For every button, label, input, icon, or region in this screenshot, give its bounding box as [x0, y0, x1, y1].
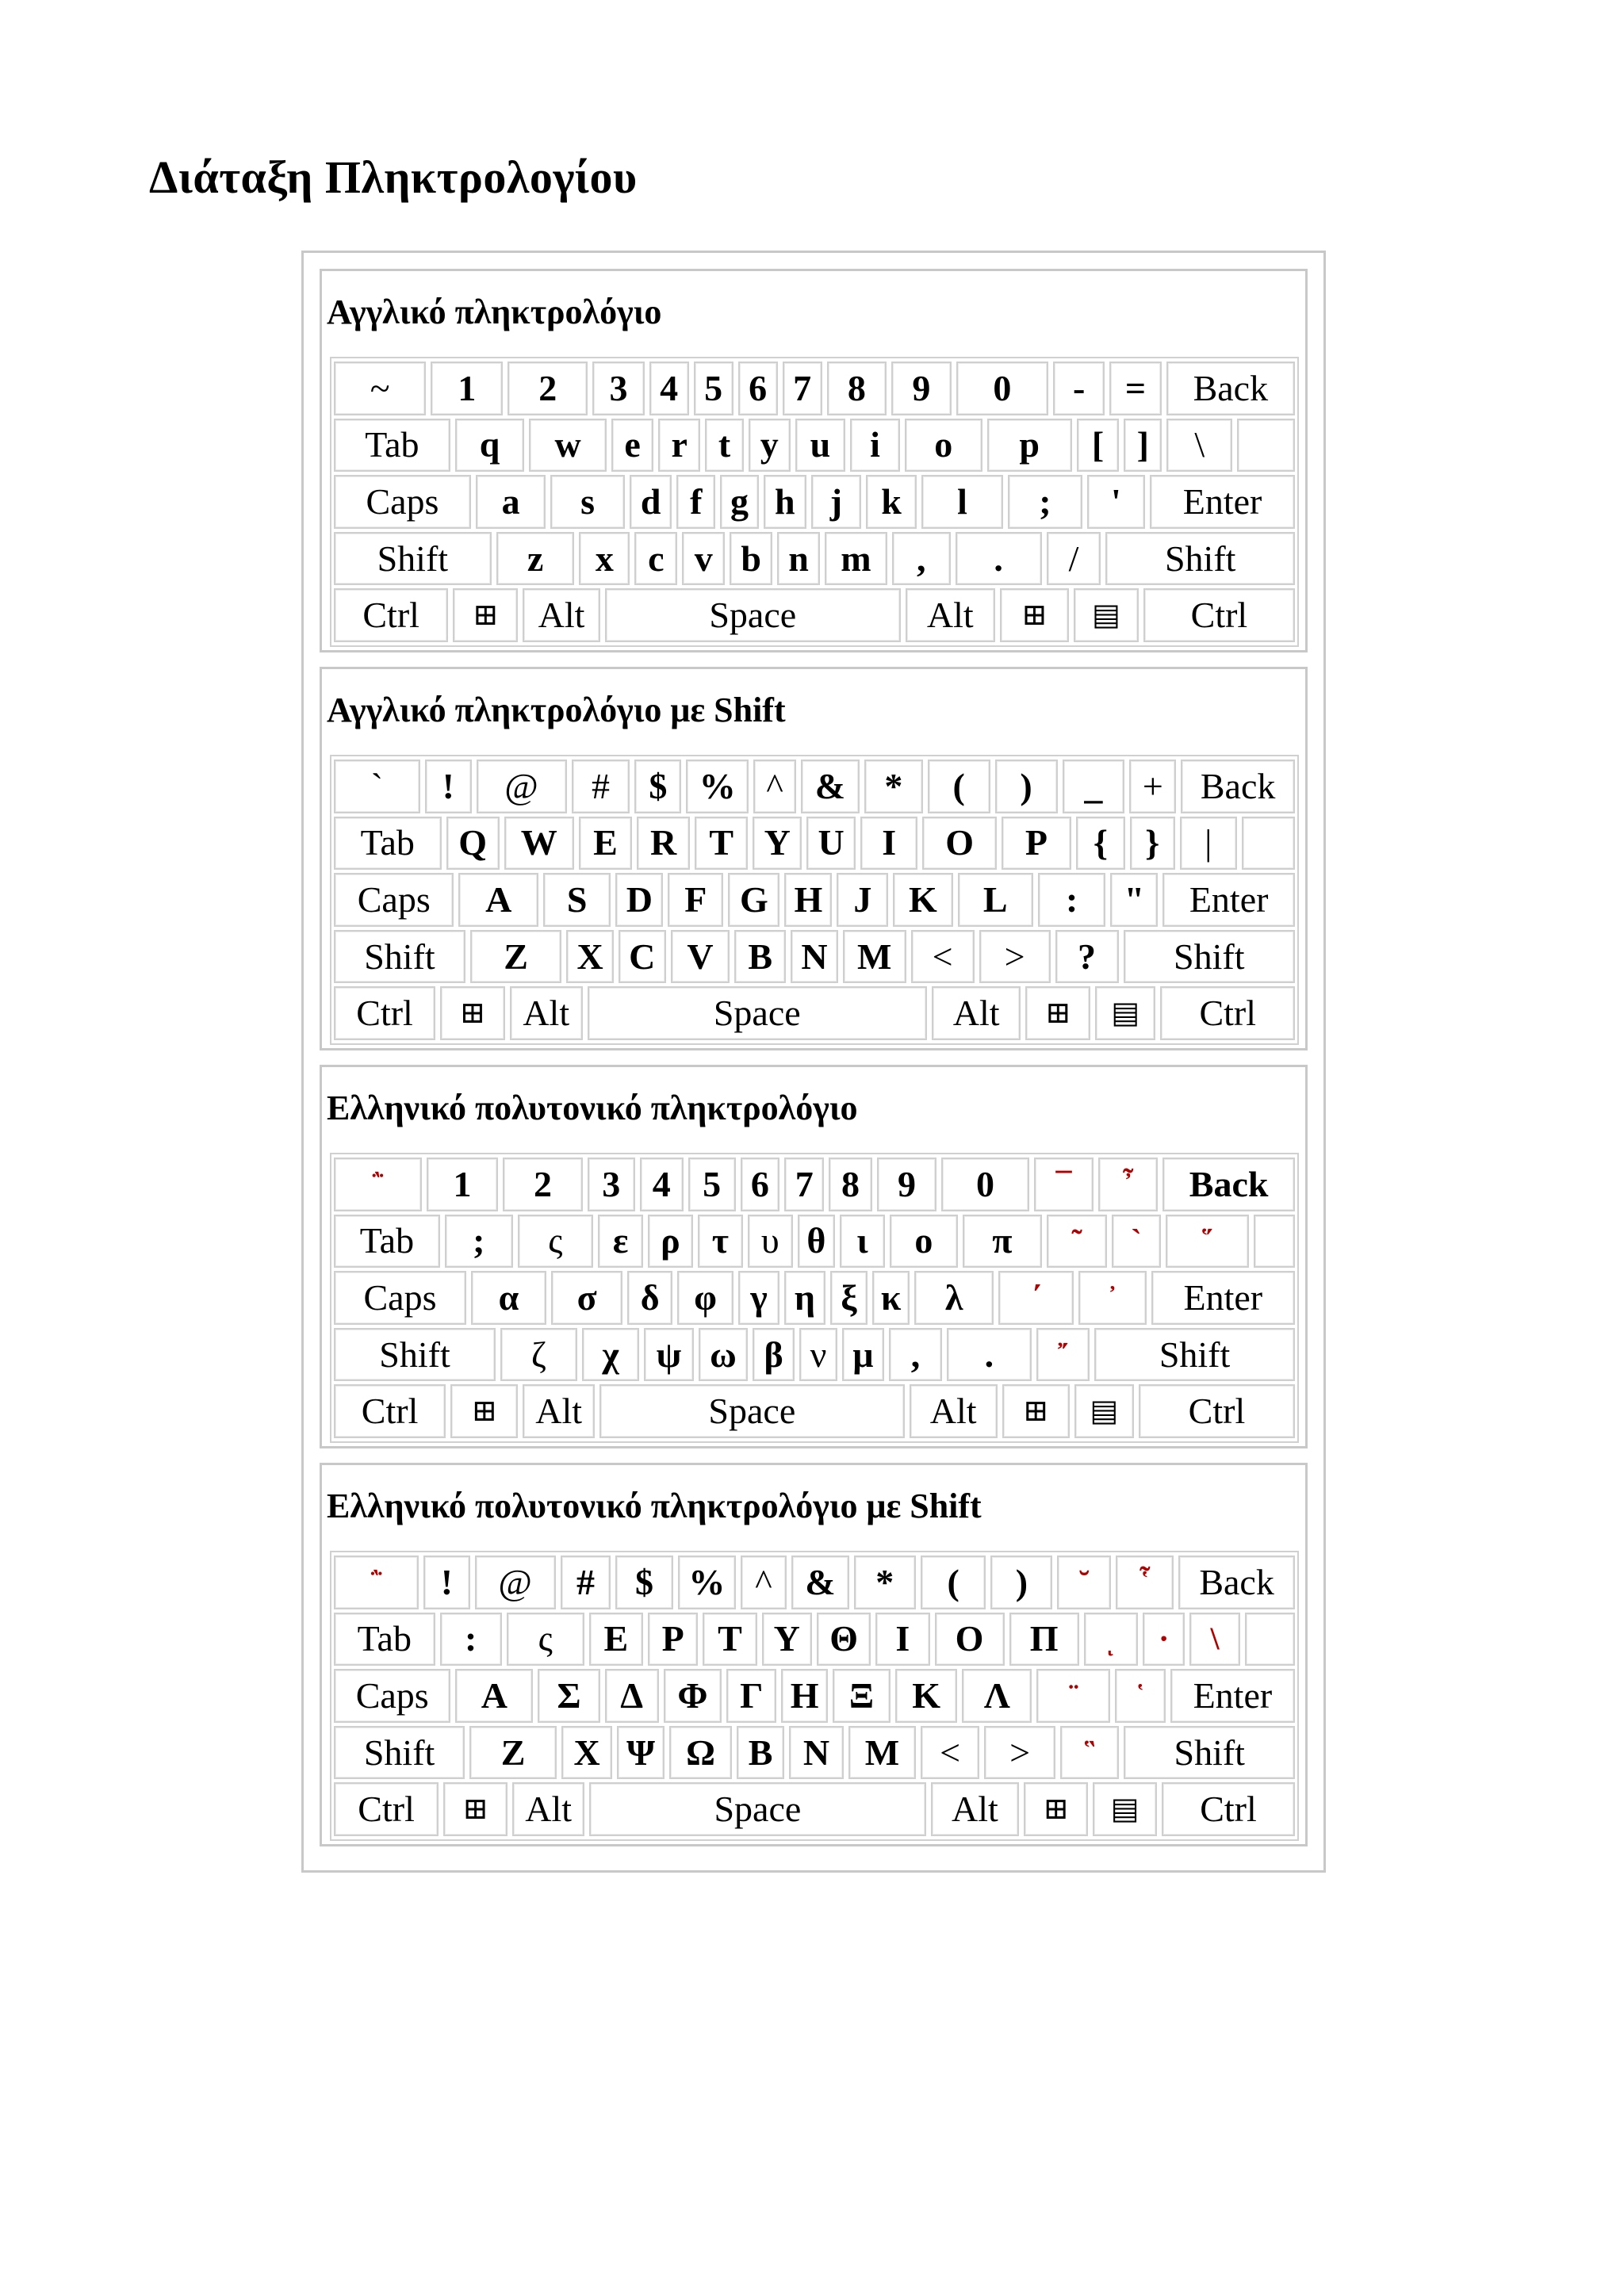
- key-row: [334, 1669, 1295, 1723]
- key-space: Space: [599, 1384, 905, 1438]
- key-blank: [1237, 419, 1295, 473]
- key-blank: [1242, 817, 1295, 871]
- key-uaf: ¯: [1034, 1158, 1094, 1211]
- key-n: n: [777, 532, 820, 586]
- key-row: [334, 1215, 1295, 1269]
- windows-logo-icon: ⊞: [450, 1384, 518, 1438]
- key-u3a7: Χ: [561, 1726, 612, 1780]
- key-e: E: [579, 817, 632, 871]
- key-h: H: [784, 873, 832, 927]
- key-t: t: [705, 419, 743, 473]
- key-alt: Alt: [931, 1782, 1020, 1836]
- key-u391: Α: [455, 1669, 533, 1723]
- key-f: f: [676, 475, 715, 529]
- key-u1fbf: ᾿: [1078, 1271, 1146, 1325]
- key-u392: Β: [737, 1726, 783, 1780]
- key-shift: Shift: [1094, 1328, 1295, 1382]
- key-x: X: [566, 930, 614, 984]
- context-menu-icon: ▤: [1074, 588, 1139, 642]
- key-tab: Tab: [334, 1215, 440, 1269]
- key-row: [334, 986, 1295, 1040]
- key-u394: Δ: [605, 1669, 659, 1723]
- key-4: 4: [640, 1158, 684, 1211]
- key-u2e: .: [947, 1328, 1031, 1382]
- key-2: 2: [508, 362, 588, 415]
- key-u28: (: [921, 1556, 986, 1609]
- key-p: p: [987, 419, 1072, 473]
- key-u3c0: π: [963, 1215, 1042, 1269]
- key-u3c2: ς: [518, 1215, 593, 1269]
- key-u3b: ;: [445, 1215, 513, 1269]
- key-u3b2: β: [753, 1328, 795, 1382]
- keyboard-english-shift: [330, 755, 1299, 1045]
- key-v: v: [682, 532, 725, 586]
- key-u39d: Ν: [789, 1726, 844, 1780]
- key-u3b8: θ: [798, 1215, 835, 1269]
- key-u: u: [795, 419, 845, 473]
- key-back: Back: [1166, 362, 1295, 415]
- key-u3b1: α: [471, 1271, 546, 1325]
- key-shift: Shift: [334, 1726, 465, 1780]
- key-row: [334, 1158, 1295, 1211]
- key-ctrl: Ctrl: [334, 1782, 439, 1836]
- key-z: Z: [470, 930, 561, 984]
- key-back: Back: [1178, 1556, 1295, 1609]
- key-r: R: [637, 817, 690, 871]
- key-u21: !: [425, 760, 472, 813]
- key-u5d: ]: [1124, 419, 1162, 473]
- key-u3b7: η: [784, 1271, 825, 1325]
- key-m: m: [825, 532, 887, 586]
- key-u40: @: [477, 760, 567, 813]
- key-row: [334, 588, 1295, 642]
- key-u7c: |: [1180, 817, 1237, 871]
- key-a: a: [476, 475, 546, 529]
- key-n: N: [791, 930, 838, 984]
- key-space: Space: [605, 588, 901, 642]
- key-row: [334, 873, 1295, 927]
- key-row: [334, 930, 1295, 984]
- key-u3a3: Σ: [538, 1669, 599, 1723]
- key-6: 6: [741, 1158, 780, 1211]
- key-u1fed: ῭: [334, 1556, 419, 1609]
- key-o: o: [905, 419, 982, 473]
- key-u25: %: [678, 1556, 736, 1609]
- key-u60: `: [1112, 1215, 1161, 1269]
- panel-greek-polytonic: [320, 1065, 1308, 1448]
- key-j: J: [837, 873, 888, 927]
- key-9: 9: [891, 362, 952, 415]
- key-space: Space: [588, 986, 927, 1040]
- key-enter: Enter: [1150, 475, 1295, 529]
- key-i: I: [860, 817, 917, 871]
- key-u395: Ε: [589, 1613, 643, 1667]
- key-u2c: ,: [892, 532, 951, 586]
- key-c: C: [619, 930, 666, 984]
- key-u39b: Λ: [962, 1669, 1032, 1723]
- key-u3b5: ε: [598, 1215, 643, 1269]
- key-shift: Shift: [334, 930, 465, 984]
- key-ctrl: Ctrl: [1160, 986, 1295, 1040]
- key-row: [334, 532, 1295, 586]
- key-row: [334, 1271, 1295, 1325]
- key-u3b3: γ: [738, 1271, 779, 1325]
- key-3: 3: [588, 1158, 635, 1211]
- key-shift: Shift: [334, 532, 492, 586]
- panel-title: Αγγλικό πληκτρολόγιο: [327, 293, 662, 331]
- key-u3bc: μ: [842, 1328, 884, 1382]
- key-1: 1: [427, 1158, 498, 1211]
- windows-logo-icon: ⊞: [443, 1782, 508, 1836]
- key-l: l: [921, 475, 1003, 529]
- key-x: x: [579, 532, 630, 586]
- key-tab: Tab: [334, 817, 442, 871]
- panel-title: Ελληνικό πολυτονικό πληκτρολόγιο: [327, 1089, 858, 1127]
- key-u39f: Ο: [935, 1613, 1005, 1667]
- key-b: B: [734, 930, 786, 984]
- key-s: S: [543, 873, 611, 927]
- key-l: L: [958, 873, 1034, 927]
- key-shift: Shift: [1124, 1726, 1295, 1780]
- key-u384: ΄: [998, 1271, 1074, 1325]
- key-u3c7: χ: [582, 1328, 639, 1382]
- key-b: b: [730, 532, 772, 586]
- key-u5c: \: [1166, 419, 1232, 473]
- key-u3c8: ψ: [644, 1328, 694, 1382]
- key-alt: Alt: [510, 986, 583, 1040]
- key-h: h: [764, 475, 806, 529]
- key-alt: Alt: [512, 1782, 584, 1836]
- context-menu-icon: ▤: [1095, 986, 1155, 1040]
- key-u3a4: Τ: [703, 1613, 756, 1667]
- key-7: 7: [783, 362, 822, 415]
- key-k: k: [866, 475, 917, 529]
- key-t: T: [695, 817, 748, 871]
- key-u39e: Ξ: [833, 1669, 891, 1723]
- key-enter: Enter: [1170, 1669, 1295, 1723]
- key-u3c5: υ: [748, 1215, 793, 1269]
- key-u399: Ι: [875, 1613, 929, 1667]
- key-row: [334, 475, 1295, 529]
- key-u3bb: λ: [914, 1271, 994, 1325]
- key-blank: [1254, 1215, 1295, 1269]
- key-back: Back: [1162, 1158, 1295, 1211]
- key-5: 5: [694, 362, 733, 415]
- key-enter: Enter: [1151, 1271, 1295, 1325]
- key-u37a: ͺ: [1084, 1613, 1138, 1667]
- key-u3ba: κ: [872, 1271, 910, 1325]
- key-u2d8: ˘: [1057, 1556, 1111, 1609]
- keyboard-english: [330, 357, 1299, 647]
- key-u3bf: ο: [890, 1215, 958, 1269]
- key-u3c: <: [911, 930, 975, 984]
- key-u3c9: ω: [699, 1328, 749, 1382]
- key-u3e: >: [984, 1726, 1055, 1780]
- key-u3a: :: [440, 1613, 502, 1667]
- key-u3f: ?: [1055, 930, 1119, 984]
- key-u3d: =: [1109, 362, 1161, 415]
- key-u3e: >: [979, 930, 1051, 984]
- key-d: D: [615, 873, 663, 927]
- windows-logo-icon: ⊞: [453, 588, 518, 642]
- key-u5e: ^: [741, 1556, 787, 1609]
- key-shift: Shift: [1124, 930, 1296, 984]
- key-u2a: *: [864, 760, 923, 813]
- key-u21: !: [423, 1556, 469, 1609]
- key-u3bd: ν: [799, 1328, 837, 1382]
- key-u3b6: ζ: [500, 1328, 577, 1382]
- key-1: 1: [431, 362, 503, 415]
- key-m: M: [843, 930, 906, 984]
- key-alt: Alt: [906, 588, 995, 642]
- context-menu-icon: ▤: [1074, 1384, 1134, 1438]
- key-caps: Caps: [334, 475, 471, 529]
- key-v: V: [671, 930, 730, 984]
- key-row: [334, 1726, 1295, 1780]
- key-u5f: _: [1063, 760, 1125, 813]
- panel-greek-polytonic-shift: [320, 1463, 1308, 1846]
- key-ctrl: Ctrl: [334, 1384, 446, 1438]
- key-r: r: [658, 419, 700, 473]
- key-3: 3: [592, 362, 644, 415]
- key-8: 8: [827, 362, 887, 415]
- key-ctrl: Ctrl: [334, 986, 435, 1040]
- key-u29: ): [990, 1556, 1052, 1609]
- key-alt: Alt: [910, 1384, 998, 1438]
- key-u7b: {: [1076, 817, 1125, 871]
- key-ua8: ¨: [1036, 1669, 1110, 1723]
- key-d: d: [630, 475, 672, 529]
- key-q: q: [455, 419, 525, 473]
- context-menu-icon: ▤: [1093, 1782, 1157, 1836]
- key-caps: Caps: [334, 1669, 450, 1723]
- key-alt: Alt: [932, 986, 1021, 1040]
- key-u3a0: Π: [1009, 1613, 1079, 1667]
- key-caps: Caps: [334, 1271, 466, 1325]
- key-u39a: Κ: [895, 1669, 957, 1723]
- key-8: 8: [829, 1158, 872, 1211]
- key-u26: &: [791, 1556, 849, 1609]
- key-u27: ': [1087, 475, 1146, 529]
- key-ctrl: Ctrl: [1143, 588, 1295, 642]
- key-row: [334, 817, 1295, 871]
- key-ctrl: Ctrl: [334, 588, 448, 642]
- key-u29: ): [995, 760, 1058, 813]
- key-u26: &: [801, 760, 860, 813]
- key-u39c: Μ: [848, 1726, 916, 1780]
- key-0: 0: [956, 362, 1048, 415]
- key-i: i: [850, 419, 900, 473]
- key-q: Q: [446, 817, 500, 871]
- key-0: 0: [941, 1158, 1029, 1211]
- key-u3b: ;: [1008, 475, 1082, 529]
- key-u3c2: ς: [507, 1613, 584, 1667]
- key-alt: Alt: [523, 1384, 594, 1438]
- key-u1fc0: ῀: [1047, 1215, 1107, 1269]
- key-w: w: [529, 419, 607, 473]
- key-u3a1: Ρ: [648, 1613, 698, 1667]
- key-y: Y: [753, 817, 802, 871]
- key-u3b4: δ: [627, 1271, 672, 1325]
- key-u25: %: [686, 760, 749, 813]
- panel-title: Ελληνικό πολυτονικό πληκτρολόγιο με Shift: [327, 1487, 982, 1525]
- key-o: O: [922, 817, 996, 871]
- key-alt: Alt: [523, 588, 600, 642]
- key-row: [334, 419, 1295, 473]
- key-u1fcf: ῏: [1098, 1158, 1158, 1211]
- key-z: z: [496, 532, 575, 586]
- key-u2e: .: [956, 532, 1042, 586]
- panel-english-shift: [320, 667, 1308, 1050]
- key-u60: `: [334, 760, 420, 813]
- windows-logo-icon: ⊞: [1025, 986, 1090, 1040]
- keyboard-greek-polytonic: [330, 1153, 1299, 1443]
- key-ctrl: Ctrl: [1162, 1782, 1295, 1836]
- key-caps: Caps: [334, 873, 454, 927]
- key-g: g: [720, 475, 759, 529]
- key-u1ffe: ῾: [1115, 1669, 1165, 1723]
- key-tab: Tab: [334, 419, 450, 473]
- key-u3c6: φ: [677, 1271, 733, 1325]
- windows-logo-icon: ⊞: [1024, 1782, 1088, 1836]
- key-u1fce: ῎: [1036, 1328, 1090, 1382]
- key-u3a8: Ψ: [617, 1726, 664, 1780]
- key-u2b: +: [1129, 760, 1176, 813]
- key-5: 5: [688, 1158, 736, 1211]
- key-u1fdf: ῟: [1116, 1556, 1174, 1609]
- key-u3c4: τ: [698, 1215, 743, 1269]
- key-u5e: ^: [753, 760, 796, 813]
- key-row: [334, 1384, 1295, 1438]
- key-y: y: [749, 419, 791, 473]
- key-u1fed: ῭: [334, 1158, 422, 1211]
- key-u3a: :: [1038, 873, 1105, 927]
- key-u398: Θ: [817, 1613, 871, 1667]
- key-u7e: ~: [334, 362, 426, 415]
- key-p: P: [1002, 817, 1071, 871]
- key-u5c: \: [1189, 1613, 1239, 1667]
- key-k: K: [893, 873, 952, 927]
- key-space: Space: [589, 1782, 925, 1836]
- key-u396: Ζ: [469, 1726, 557, 1780]
- key-j: j: [811, 475, 862, 529]
- key-u3a5: Υ: [762, 1613, 812, 1667]
- key-u24: $: [615, 1556, 673, 1609]
- key-e: e: [611, 419, 653, 473]
- key-back: Back: [1181, 760, 1295, 813]
- key-row: [334, 1782, 1295, 1836]
- key-u24: $: [634, 760, 681, 813]
- key-4: 4: [649, 362, 689, 415]
- keyboard-greek-polytonic-shift: [330, 1551, 1299, 1841]
- key-7: 7: [784, 1158, 824, 1211]
- key-f: F: [668, 873, 723, 927]
- key-u393: Γ: [726, 1669, 776, 1723]
- key-u1fde: ῞: [1166, 1215, 1249, 1269]
- key-u3a6: Φ: [664, 1669, 722, 1723]
- key-u2c: ,: [889, 1328, 942, 1382]
- windows-logo-icon: ⊞: [440, 986, 505, 1040]
- key-g: G: [728, 873, 779, 927]
- key-row: [334, 760, 1295, 813]
- key-c: c: [634, 532, 677, 586]
- key-u2a: *: [854, 1556, 916, 1609]
- key-u22: ": [1110, 873, 1158, 927]
- panel-title: Αγγλικό πληκτρολόγιο με Shift: [327, 691, 786, 729]
- key-enter: Enter: [1162, 873, 1295, 927]
- key-u397: Η: [781, 1669, 827, 1723]
- key-shift: Shift: [334, 1328, 496, 1382]
- key-tab: Tab: [334, 1613, 435, 1667]
- panel-english: [320, 269, 1308, 652]
- key-u1fdd: ῝: [1060, 1726, 1120, 1780]
- key-u5b: [: [1077, 419, 1119, 473]
- key-a: A: [458, 873, 538, 927]
- key-ub7: ·: [1143, 1613, 1185, 1667]
- key-row: [334, 1556, 1295, 1609]
- key-u3be: ξ: [830, 1271, 868, 1325]
- key-row: [334, 1613, 1295, 1667]
- key-2: 2: [503, 1158, 583, 1211]
- windows-logo-icon: ⊞: [1000, 588, 1069, 642]
- key-row: [334, 1328, 1295, 1382]
- page-title: Διάταξη Πληκτρολογίου: [149, 151, 638, 203]
- key-row: [334, 362, 1295, 415]
- key-s: s: [550, 475, 624, 529]
- key-w: W: [504, 817, 574, 871]
- key-u3b9: ι: [840, 1215, 885, 1269]
- key-u3c1: ρ: [648, 1215, 693, 1269]
- key-u7d: }: [1130, 817, 1175, 871]
- keyboard-layouts-container: [301, 251, 1326, 1873]
- key-9: 9: [877, 1158, 936, 1211]
- key-u23: #: [572, 760, 630, 813]
- key-u23: #: [561, 1556, 611, 1609]
- key-u28: (: [928, 760, 990, 813]
- key-u3a9: Ω: [669, 1726, 733, 1780]
- key-u: U: [806, 817, 856, 871]
- key-u3c: <: [921, 1726, 980, 1780]
- key-u40: @: [475, 1556, 556, 1609]
- key-6: 6: [738, 362, 778, 415]
- key-u3c3: σ: [551, 1271, 622, 1325]
- key-shift: Shift: [1105, 532, 1295, 586]
- key-u2f: /: [1047, 532, 1101, 586]
- key-ctrl: Ctrl: [1139, 1384, 1295, 1438]
- key-blank: [1245, 1613, 1295, 1667]
- windows-logo-icon: ⊞: [1002, 1384, 1070, 1438]
- key-u2d: -: [1053, 362, 1105, 415]
